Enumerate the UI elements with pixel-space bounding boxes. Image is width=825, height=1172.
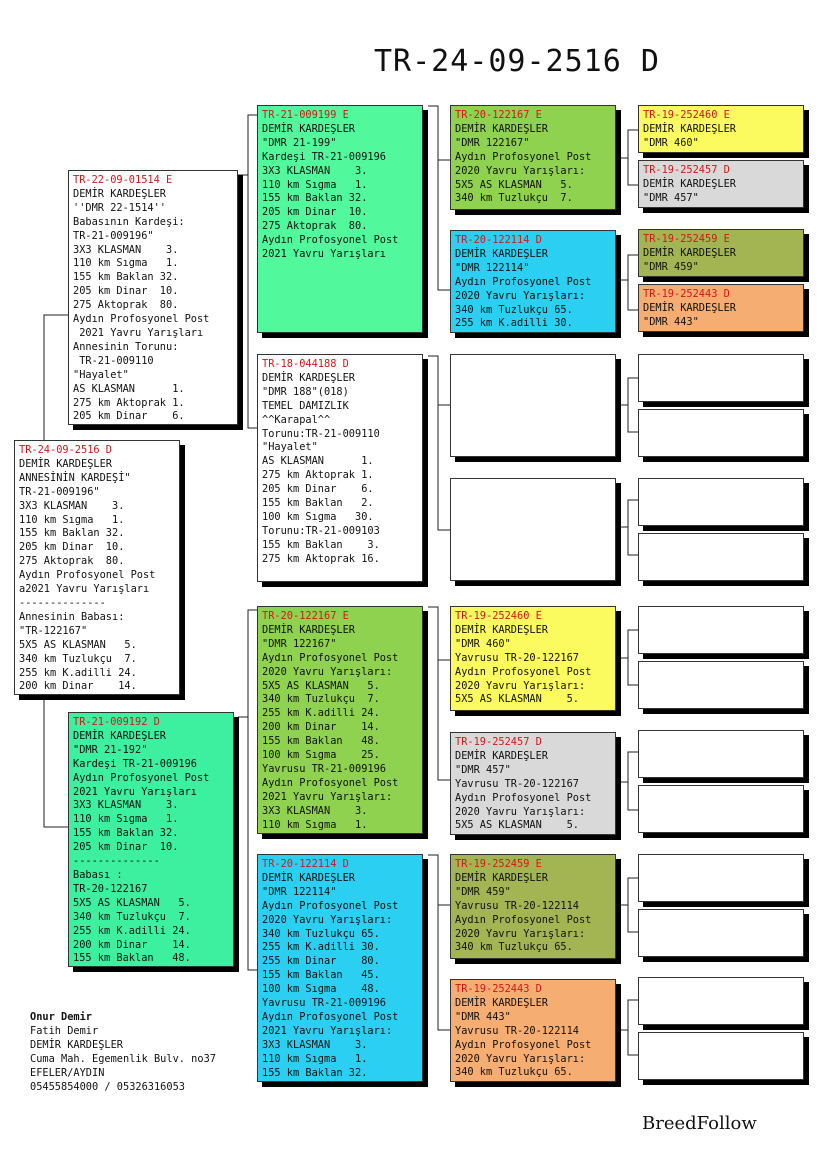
card-line: 340 km Tuzlukçu 65. xyxy=(262,927,380,940)
card-line: -------------- xyxy=(73,855,160,868)
card-line: "DMR 122114" xyxy=(262,885,337,898)
card-line: "Hayalet" xyxy=(262,441,318,454)
card-line: 110 km Sıgma 1. xyxy=(73,257,179,270)
gen5-card-13 xyxy=(638,854,804,902)
breeder-phone: 05455854000 / 05326316053 xyxy=(30,1081,185,1093)
breeder-line-2: Fatih Demir xyxy=(30,1025,99,1037)
card-line: 255 km K.adilli 24. xyxy=(262,707,380,720)
card-line: Aydın Profosyonel Post xyxy=(455,275,592,288)
card-line: "DMR 122167" xyxy=(262,637,337,650)
card-line: 110 km Sıgma 1. xyxy=(73,813,179,826)
card-line: Yavrusu TR-21-009196 xyxy=(262,997,386,1010)
breeder-city: EFELER/AYDIN xyxy=(30,1067,105,1079)
card-line: 155 km Baklan 3. xyxy=(262,538,380,551)
card-line: 3X3 KLASMAN 3. xyxy=(73,799,179,812)
card-line: 2021 Yavru Yarışları xyxy=(73,785,197,798)
card-line: Kardeşi TR-21-009196 xyxy=(262,150,386,163)
card-line: 200 km Dinar 14. xyxy=(262,721,380,734)
card-line: 2021 Yavru Yarışları: xyxy=(262,790,393,803)
card-line: Aydın Profosyonel Post xyxy=(455,791,592,804)
gen5-card-6 xyxy=(638,409,804,457)
sire-card xyxy=(68,170,238,425)
card-line: 255 km K.adilli 30. xyxy=(455,317,573,330)
card-line: ANNESİNİN KARDEŞİ" xyxy=(19,471,131,484)
card-line: AS KLASMAN 1. xyxy=(262,455,374,468)
gen5-card-4 xyxy=(638,284,804,332)
card-line: Yavrusu TR-20-122167 xyxy=(455,777,579,790)
dam-dam-sire-card xyxy=(450,854,616,959)
gen5-card-14 xyxy=(638,909,804,957)
card-line: 5X5 AS KLASMAN 5. xyxy=(262,679,380,692)
ring-number: TR-19-252443 D xyxy=(643,288,730,300)
dam-sire-sire-card xyxy=(450,606,616,711)
card-line: 110 km Sıgma 1. xyxy=(262,1052,368,1065)
ring-number: TR-19-252443 D xyxy=(455,983,542,995)
card-line: Babası : xyxy=(73,868,123,881)
sire-sire-sire-card xyxy=(450,105,616,210)
pedigree-title: TR-24-09-2516 D xyxy=(374,44,660,79)
card-line: Aydın Profosyonel Post xyxy=(262,234,399,247)
card-line: 200 km Dinar 14. xyxy=(73,938,191,951)
card-line: Torunu:TR-21-009110 xyxy=(262,427,380,440)
card-line: 275 km Aktoprak 1. xyxy=(262,469,374,482)
card-line: 205 km Dinar 6. xyxy=(262,483,374,496)
card-line: Yavrusu TR-21-009196 xyxy=(262,762,386,775)
card-line: DEMİR KARDEŞLER xyxy=(643,301,736,314)
gen5-card-10 xyxy=(638,661,804,709)
card-line: 340 km Tuzlukçu 7. xyxy=(262,693,380,706)
dam-card xyxy=(68,712,234,967)
card-line: 100 km Sıgma 48. xyxy=(262,983,380,996)
card-line: 275 km Aktoprak 16. xyxy=(262,552,380,565)
card-line: DEMİR KARDEŞLER xyxy=(19,457,112,470)
sire-dam-dam-card xyxy=(450,478,616,581)
card-line: DEMİR KARDEŞLER xyxy=(643,177,736,190)
card-line: DEMİR KARDEŞLER xyxy=(262,371,355,384)
gen5-card-2 xyxy=(638,160,804,208)
gen5-card-7 xyxy=(638,478,804,526)
card-line: TR-21-009196" xyxy=(73,229,154,242)
card-line: a2021 Yavru Yarışları xyxy=(19,583,150,596)
dam-sire-dam-card xyxy=(450,732,616,835)
card-line: 5X5 AS KLASMAN 5. xyxy=(455,693,579,706)
card-line: DEMİR KARDEŞLER xyxy=(73,187,166,200)
card-line: 275 Aktoprak 80. xyxy=(262,220,368,233)
ring-number: TR-19-252457 D xyxy=(455,736,542,748)
card-line: Annesinin Torunu: xyxy=(73,340,179,353)
ring-number: TR-21-009199 E xyxy=(262,109,349,121)
card-line: Aydın Profosyonel Post xyxy=(73,313,210,326)
card-line: "DMR 457" xyxy=(455,763,511,776)
gen5-card-5 xyxy=(638,354,804,402)
card-line: 2020 Yavru Yarışları: xyxy=(455,927,586,940)
ring-number: TR-19-252460 E xyxy=(455,610,542,622)
card-line: "DMR 460" xyxy=(455,637,511,650)
card-line: 275 Aktoprak 80. xyxy=(19,555,125,568)
card-line: 155 km Baklan 48. xyxy=(73,952,191,965)
card-line: Aydın Profosyonel Post xyxy=(73,771,210,784)
sire-sire-card xyxy=(257,105,423,333)
card-line: ''DMR 22-1514'' xyxy=(73,201,166,214)
card-line: 205 km Dinar 10. xyxy=(73,841,179,854)
ring-number: TR-19-252460 E xyxy=(643,109,730,121)
card-line: "DMR 21-192" xyxy=(73,743,148,756)
sire-sire-dam-card xyxy=(450,230,616,333)
card-line: DEMİR KARDEŞLER xyxy=(262,623,355,636)
sire-dam-card xyxy=(257,354,423,582)
card-line: Aydın Profosyonel Post xyxy=(19,569,156,582)
card-line: 155 km Baklan 2. xyxy=(262,497,374,510)
card-line: 155 km Baklan 32. xyxy=(262,192,368,205)
card-line: 155 km Baklan 32. xyxy=(262,1066,368,1079)
ring-number: TR-19-252457 D xyxy=(643,164,730,176)
card-line: DEMİR KARDEŞLER xyxy=(643,246,736,259)
sire-dam-sire-card xyxy=(450,354,616,457)
card-line: Babasının Kardeşi: xyxy=(73,215,185,228)
card-line: Aydın Profosyonel Post xyxy=(262,1010,399,1023)
card-line: Aydın Profosyonel Post xyxy=(455,1038,592,1051)
card-line: 100 km Sıgma 30. xyxy=(262,510,374,523)
ring-number: TR-20-122114 D xyxy=(262,858,349,870)
card-line: 340 km Tuzlukçu 65. xyxy=(455,941,573,954)
card-line: Aydın Profosyonel Post xyxy=(262,899,399,912)
card-line: 2020 Yavru Yarışları: xyxy=(262,913,393,926)
card-line: "DMR 460" xyxy=(643,136,699,149)
card-line: DEMİR KARDEŞLER xyxy=(455,122,548,135)
breeder-line-3: DEMİR KARDEŞLER xyxy=(30,1039,123,1051)
card-line: "DMR 459" xyxy=(455,885,511,898)
card-line: 3X3 KLASMAN 3. xyxy=(73,243,179,256)
gen5-card-1 xyxy=(638,105,804,153)
ring-number: TR-22-09-01514 E xyxy=(73,174,173,186)
dam-dam-card xyxy=(257,854,423,1082)
card-line: Aydın Profosyonel Post xyxy=(455,665,592,678)
gen5-card-12 xyxy=(638,785,804,833)
card-line: 5X5 AS KLASMAN 5. xyxy=(19,638,137,651)
brand-logo-text: BreedFollow xyxy=(642,1113,757,1134)
card-line: 2020 Yavru Yarışları: xyxy=(455,289,586,302)
dam-sire-card xyxy=(257,606,423,834)
dam-dam-dam-card xyxy=(450,979,616,1082)
card-line: "DMR 188"(018) xyxy=(262,385,349,398)
card-line: "DMR 443" xyxy=(455,1010,511,1023)
card-line: Yavrusu TR-20-122114 xyxy=(455,899,579,912)
gen5-card-16 xyxy=(638,1032,804,1080)
card-line: 2020 Yavru Yarışları: xyxy=(262,665,393,678)
card-line: 3X3 KLASMAN 3. xyxy=(19,499,125,512)
card-line: DEMİR KARDEŞLER xyxy=(455,749,548,762)
card-line: 3X3 KLASMAN 3. xyxy=(262,804,368,817)
card-line: TR-20-122167 xyxy=(73,882,148,895)
card-line: 205 km Dinar 6. xyxy=(73,410,185,423)
card-line: 5X5 AS KLASMAN 5. xyxy=(455,178,573,191)
card-line: DEMİR KARDEŞLER xyxy=(455,247,548,260)
card-line: 155 km Baklan 32. xyxy=(73,827,179,840)
card-line: 2020 Yavru Yarışları: xyxy=(455,164,586,177)
ring-number: TR-20-122114 D xyxy=(455,234,542,246)
card-line: 155 km Baklan 32. xyxy=(19,527,125,540)
card-line: DEMİR KARDEŞLER xyxy=(455,996,548,1009)
breeder-contact xyxy=(30,1010,216,1094)
card-line: 5X5 AS KLASMAN 5. xyxy=(455,819,579,832)
card-line: 2021 Yavru Yarışları: xyxy=(262,1024,393,1037)
card-line: AS KLASMAN 1. xyxy=(73,382,185,395)
breeder-name: Onur Demir xyxy=(30,1011,92,1023)
card-line: TR-21-009110 xyxy=(73,354,154,367)
card-line: 200 km Dinar 14. xyxy=(19,680,137,693)
card-line: "DMR 122167" xyxy=(455,136,530,149)
gen5-card-11 xyxy=(638,730,804,778)
card-line: 275 Aktoprak 80. xyxy=(73,299,179,312)
card-line: 110 km Sıgma 1. xyxy=(262,818,368,831)
card-line: 205 km Dinar 10. xyxy=(19,541,125,554)
card-line: "DMR 122114" xyxy=(455,261,530,274)
gen5-card-9 xyxy=(638,606,804,654)
card-line: "DMR 21-199" xyxy=(262,136,337,149)
card-line: Aydın Profosyonel Post xyxy=(455,150,592,163)
ring-number: TR-18-044188 D xyxy=(262,358,349,370)
gen5-card-15 xyxy=(638,977,804,1025)
card-line: 2020 Yavru Yarışları: xyxy=(455,805,586,818)
card-line: 155 km Baklan 48. xyxy=(262,735,380,748)
ring-number: TR-19-252459 E xyxy=(455,858,542,870)
card-line: "DMR 459" xyxy=(643,260,699,273)
card-line: 340 km Tuzlukçu 7. xyxy=(19,652,137,665)
card-line: Yavrusu TR-20-122167 xyxy=(455,651,579,664)
card-line: ^^Karapal^^ xyxy=(262,413,331,426)
card-line: 3X3 KLASMAN 3. xyxy=(262,164,368,177)
card-line: 2021 Yavru Yarışları xyxy=(262,248,386,261)
card-line: "TR-122167" xyxy=(19,624,88,637)
card-line: 2020 Yavru Yarışları: xyxy=(455,1052,586,1065)
card-line: "DMR 457" xyxy=(643,191,699,204)
card-line: Torunu:TR-21-009103 xyxy=(262,524,380,537)
card-line: Aydın Profosyonel Post xyxy=(262,776,399,789)
card-line: 340 km Tuzlukçu 65. xyxy=(455,303,573,316)
ring-number: TR-21-009192 D xyxy=(73,716,160,728)
card-line: 2020 Yavru Yarışları: xyxy=(455,679,586,692)
card-line: -------------- xyxy=(19,596,106,609)
card-line: 155 km Baklan 45. xyxy=(262,969,380,982)
card-line: 275 km Aktoprak 1. xyxy=(73,396,185,409)
card-line: TR-21-009196" xyxy=(19,485,100,498)
gen5-card-8 xyxy=(638,533,804,581)
gen5-card-3 xyxy=(638,229,804,277)
card-line: DEMİR KARDEŞLER xyxy=(262,122,355,135)
card-line: Aydın Profosyonel Post xyxy=(262,651,399,664)
card-line: 110 km Sıgma 1. xyxy=(262,178,368,191)
card-line: 340 km Tuzlukçu 7. xyxy=(455,192,573,205)
card-line: 2021 Yavru Yarışları xyxy=(73,326,204,339)
card-line: DEMİR KARDEŞLER xyxy=(455,871,548,884)
card-line: Annesinin Babası: xyxy=(19,610,125,623)
card-line: 255 km K.adilli 24. xyxy=(19,666,137,679)
card-line: 255 km K.adilli 30. xyxy=(262,941,380,954)
card-line: 110 km Sıgma 1. xyxy=(19,513,125,526)
breeder-address: Cuma Mah. Egemenlik Bulv. no37 xyxy=(30,1053,216,1065)
card-line: Aydın Profosyonel Post xyxy=(455,913,592,926)
card-line: DEMİR KARDEŞLER xyxy=(73,729,166,742)
card-line: 205 km Dinar 10. xyxy=(73,285,179,298)
card-line: 255 km Dinar 80. xyxy=(262,955,380,968)
card-line: 340 km Tuzlukçu 65. xyxy=(455,1066,573,1079)
card-line: TEMEL DAMIZLIK xyxy=(262,399,349,412)
card-line: "DMR 443" xyxy=(643,315,699,328)
card-line: 155 km Baklan 32. xyxy=(73,271,179,284)
ring-number: TR-20-122167 E xyxy=(455,109,542,121)
card-line: DEMİR KARDEŞLER xyxy=(643,122,736,135)
ring-number: TR-19-252459 E xyxy=(643,233,730,245)
card-line: 5X5 AS KLASMAN 5. xyxy=(73,896,191,909)
card-line: 255 km K.adilli 24. xyxy=(73,924,191,937)
ring-number: TR-24-09-2516 D xyxy=(19,444,112,456)
ring-number: TR-20-122167 E xyxy=(262,610,349,622)
card-line: DEMİR KARDEŞLER xyxy=(455,623,548,636)
card-line: "Hayalet" xyxy=(73,368,129,381)
card-line: 3X3 KLASMAN 3. xyxy=(262,1038,368,1051)
card-line: Yavrusu TR-20-122114 xyxy=(455,1024,579,1037)
subject-card xyxy=(14,440,180,695)
card-line: DEMİR KARDEŞLER xyxy=(262,871,355,884)
card-line: 100 km Sıgma 25. xyxy=(262,749,380,762)
card-line: Kardeşi TR-21-009196 xyxy=(73,757,197,770)
card-line: 205 km Dinar 10. xyxy=(262,206,368,219)
card-line: 340 km Tuzlukçu 7. xyxy=(73,910,191,923)
